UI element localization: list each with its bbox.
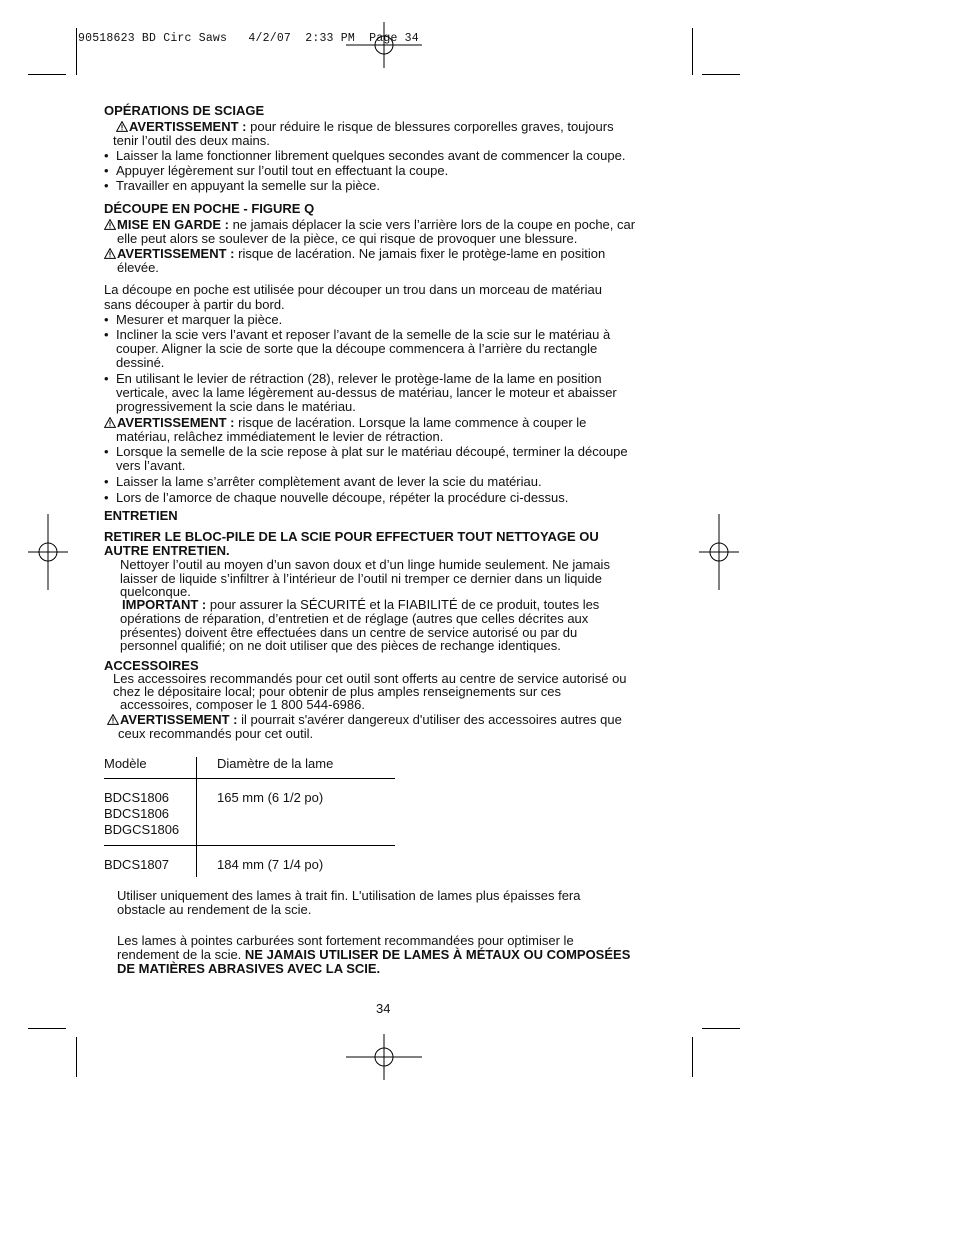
warning-triangle-icon xyxy=(116,121,128,132)
section-heading-maintenance: ENTRETIEN xyxy=(104,508,178,523)
page-number: 34 xyxy=(376,1001,391,1016)
list-item-text: Laisser la lame s’arrêter complètement avant de lever la scie du matériau. xyxy=(116,474,542,489)
bold-warning: NE JAMAIS UTILISER DE LAMES À MÉTAUX OU COMPOSÉES xyxy=(244,947,631,962)
important-text-cont: opérations de réparation, d’entretien et de réglage (autres que celles décrites aux xyxy=(120,611,589,626)
paragraph xyxy=(117,948,630,962)
paragraph: chez le dépositaire local; pour obtenir de plus amples renseignements sur ces xyxy=(113,684,562,699)
crop-mark xyxy=(692,1037,693,1077)
important-text: pour assurer la SÉCURITÉ et la FIABILITÉ de ce produit, toutes les xyxy=(206,597,600,612)
important-note xyxy=(122,598,599,612)
warning-triangle-icon xyxy=(104,417,116,428)
warning-pocket xyxy=(104,247,605,261)
paragraph: sans découper à partir du bord. xyxy=(104,297,285,312)
paragraph: accessoires, composer le 1 800 544-6986. xyxy=(120,697,365,712)
warning-triangle-icon xyxy=(104,219,116,230)
list-item-cont: vers l’avant. xyxy=(116,458,186,473)
list-item: • Lorsque la semelle de la scie repose à plat sur le matériau découpé, terminer la découpe xyxy=(104,444,628,459)
paragraph: Les accessoires recommandés pour cet outil sont offerts au centre de service autorisé ou xyxy=(113,671,627,686)
list-item-text: Incliner la scie vers l’avant et reposer l’avant de la semelle de la scie sur le matériau à xyxy=(116,327,611,342)
warning-pocket-2 xyxy=(104,416,586,430)
list-item: • Lors de l’amorce de chaque nouvelle découpe, répéter la procédure ci-dessus. xyxy=(104,490,569,505)
paragraph-text: rendement de la scie. xyxy=(117,947,245,962)
list-item: • En utilisant le levier de rétraction (28), relever le protège-lame de la lame en position xyxy=(104,371,602,386)
list-item: • Travailler en appuyant la semelle sur la pièce. xyxy=(104,178,380,193)
warning-text: risque de lacération. Lorsque la lame commence à couper le xyxy=(234,415,587,430)
table-cell-model: BDCS1807 xyxy=(104,857,170,872)
warning-triangle-icon xyxy=(104,248,116,259)
table-rule xyxy=(104,845,395,846)
list-item-cont: verticale, avec la lame légèrement au-dessus de matériau, lancer le moteur et abaisser xyxy=(116,385,617,400)
list-item-text: Lorsque la semelle de la scie repose à plat sur le matériau découpé, terminer la découpe xyxy=(116,444,628,459)
list-item-text: Lors de l’amorce de chaque nouvelle découpe, répéter la procédure ci-dessus. xyxy=(116,490,569,505)
list-item-cont: dessiné. xyxy=(116,355,165,370)
warning-text-cont: matériau, relâchez immédiatement le levier de rétraction. xyxy=(116,429,444,444)
warning-text: risque de lacération. Ne jamais fixer le protège-lame en position xyxy=(234,246,606,261)
registration-mark-icon xyxy=(699,514,739,590)
warning-text: pour réduire le risque de blessures corporelles graves, toujours xyxy=(246,119,614,134)
slug-line: 90518623 BD Circ Saws 4/2/07 2:33 PM Page 34 xyxy=(78,32,419,45)
warning-text-cont: élevée. xyxy=(117,260,159,275)
list-item: • Appuyer légèrement sur l’outil tout en effectuant la coupe. xyxy=(104,163,449,178)
list-item: • Laisser la lame s’arrêter complètement avant de lever la scie du matériau. xyxy=(104,474,542,489)
warning-label: AVERTISSEMENT : xyxy=(129,119,247,134)
important-text-cont: présentes) doivent être effectuées dans un centre de service autorisé ou par du xyxy=(120,625,578,640)
crop-mark xyxy=(28,74,66,75)
paragraph: La découpe en poche est utilisée pour découper un trou dans un morceau de matériau xyxy=(104,282,602,297)
warning-operations xyxy=(116,120,614,134)
section-heading-operations: OPÉRATIONS DE SCIAGE xyxy=(104,103,265,118)
paragraph: Nettoyer l’outil au moyen d’un savon doux et d’un linge humide seulement. Ne jamais xyxy=(120,557,610,572)
list-item-text: En utilisant le levier de rétraction (28), relever le protège-lame de la lame en position xyxy=(116,371,602,386)
caution-label: MISE EN GARDE : xyxy=(117,217,229,232)
warning-triangle-icon xyxy=(107,714,119,725)
table-cell-model: BDGCS1806 xyxy=(104,822,180,837)
crop-mark xyxy=(28,1028,66,1029)
caution-text: ne jamais déplacer la scie vers l’arrière lors de la coupe en poche, car xyxy=(228,217,636,232)
list-item: • Incliner la scie vers l’avant et reposer l’avant de la semelle de la scie sur le matériau à xyxy=(104,327,611,342)
paragraph: Utiliser uniquement des lames à trait fin. L'utilisation de lames plus épaisses fera xyxy=(117,888,581,903)
important-label: IMPORTANT : xyxy=(122,597,207,612)
registration-mark-icon xyxy=(346,22,422,68)
table-cell-diameter: 165 mm (6 1/2 po) xyxy=(217,790,324,805)
list-item-cont: couper. Aligner la scie de sorte que la découpe commencera à l’arrière du rectangle xyxy=(116,341,598,356)
remove-battery-notice: RETIRER LE BLOC-PILE DE LA SCIE POUR EFFECTUER TOUT NETTOYAGE OU xyxy=(104,529,599,544)
section-heading-accessories: ACCESSOIRES xyxy=(104,658,199,673)
list-item-text: Appuyer légèrement sur l’outil tout en effectuant la coupe. xyxy=(116,163,449,178)
registration-mark-icon xyxy=(28,514,68,590)
crop-mark xyxy=(702,74,740,75)
list-item-cont: progressivement la scie dans le matériau. xyxy=(116,399,356,414)
warning-text: il pourrait s'avérer dangereux d'utiliser des accessoires autres que xyxy=(237,712,622,727)
table-header-model: Modèle xyxy=(104,756,147,771)
table-cell-model: BDCS1806 xyxy=(104,790,170,805)
bold-warning-cont: DE MATIÈRES ABRASIVES AVEC LA SCIE. xyxy=(117,961,381,976)
caution-pocket xyxy=(104,218,635,232)
crop-mark xyxy=(702,1028,740,1029)
list-item: • Laisser la lame fonctionner librement quelques secondes avant de commencer la coupe. xyxy=(104,148,626,163)
list-item-text: Laisser la lame fonctionner librement quelques secondes avant de commencer la coupe. xyxy=(116,148,626,163)
table-rule xyxy=(104,778,395,779)
list-item: • Mesurer et marquer la pièce. xyxy=(104,312,283,327)
warning-accessories xyxy=(107,713,622,727)
crop-mark xyxy=(692,28,693,75)
caution-text-cont: elle peut alors se soulever de la pièce, ce qui risque de provoquer une blessure. xyxy=(117,231,578,246)
paragraph: Les lames à pointes carburées sont fortement recommandées pour optimiser le xyxy=(117,933,574,948)
table-header-diameter: Diamètre de la lame xyxy=(217,756,334,771)
warning-label: AVERTISSEMENT : xyxy=(120,712,238,727)
crop-mark xyxy=(76,28,77,75)
list-item-text: Mesurer et marquer la pièce. xyxy=(116,312,283,327)
warning-label: AVERTISSEMENT : xyxy=(117,246,235,261)
paragraph: quelconque. xyxy=(120,584,191,599)
registration-mark-icon xyxy=(346,1034,422,1080)
important-text-cont: personnel qualifié; on ne doit utiliser que des pièces de rechange identiques. xyxy=(120,638,561,653)
remove-battery-notice-cont: AUTRE ENTRETIEN. xyxy=(104,543,230,558)
table-column-divider xyxy=(196,757,197,877)
warning-text-cont: tenir l’outil des deux mains. xyxy=(113,133,270,148)
list-item-text: Travailler en appuyant la semelle sur la pièce. xyxy=(116,178,380,193)
section-heading-pocket-cut: DÉCOUPE EN POCHE - FIGURE Q xyxy=(104,201,315,216)
crop-mark xyxy=(76,1037,77,1077)
paragraph: laisser de liquide s’infiltrer à l’intérieur de l’outil ni tremper ce dernier dans un liquide xyxy=(120,571,602,586)
paragraph: obstacle au rendement de la scie. xyxy=(117,902,312,917)
warning-text-cont: ceux recommandés pour cet outil. xyxy=(118,726,314,741)
warning-label: AVERTISSEMENT : xyxy=(117,415,235,430)
table-cell-diameter: 184 mm (7 1/4 po) xyxy=(217,857,324,872)
table-cell-model: BDCS1806 xyxy=(104,806,170,821)
